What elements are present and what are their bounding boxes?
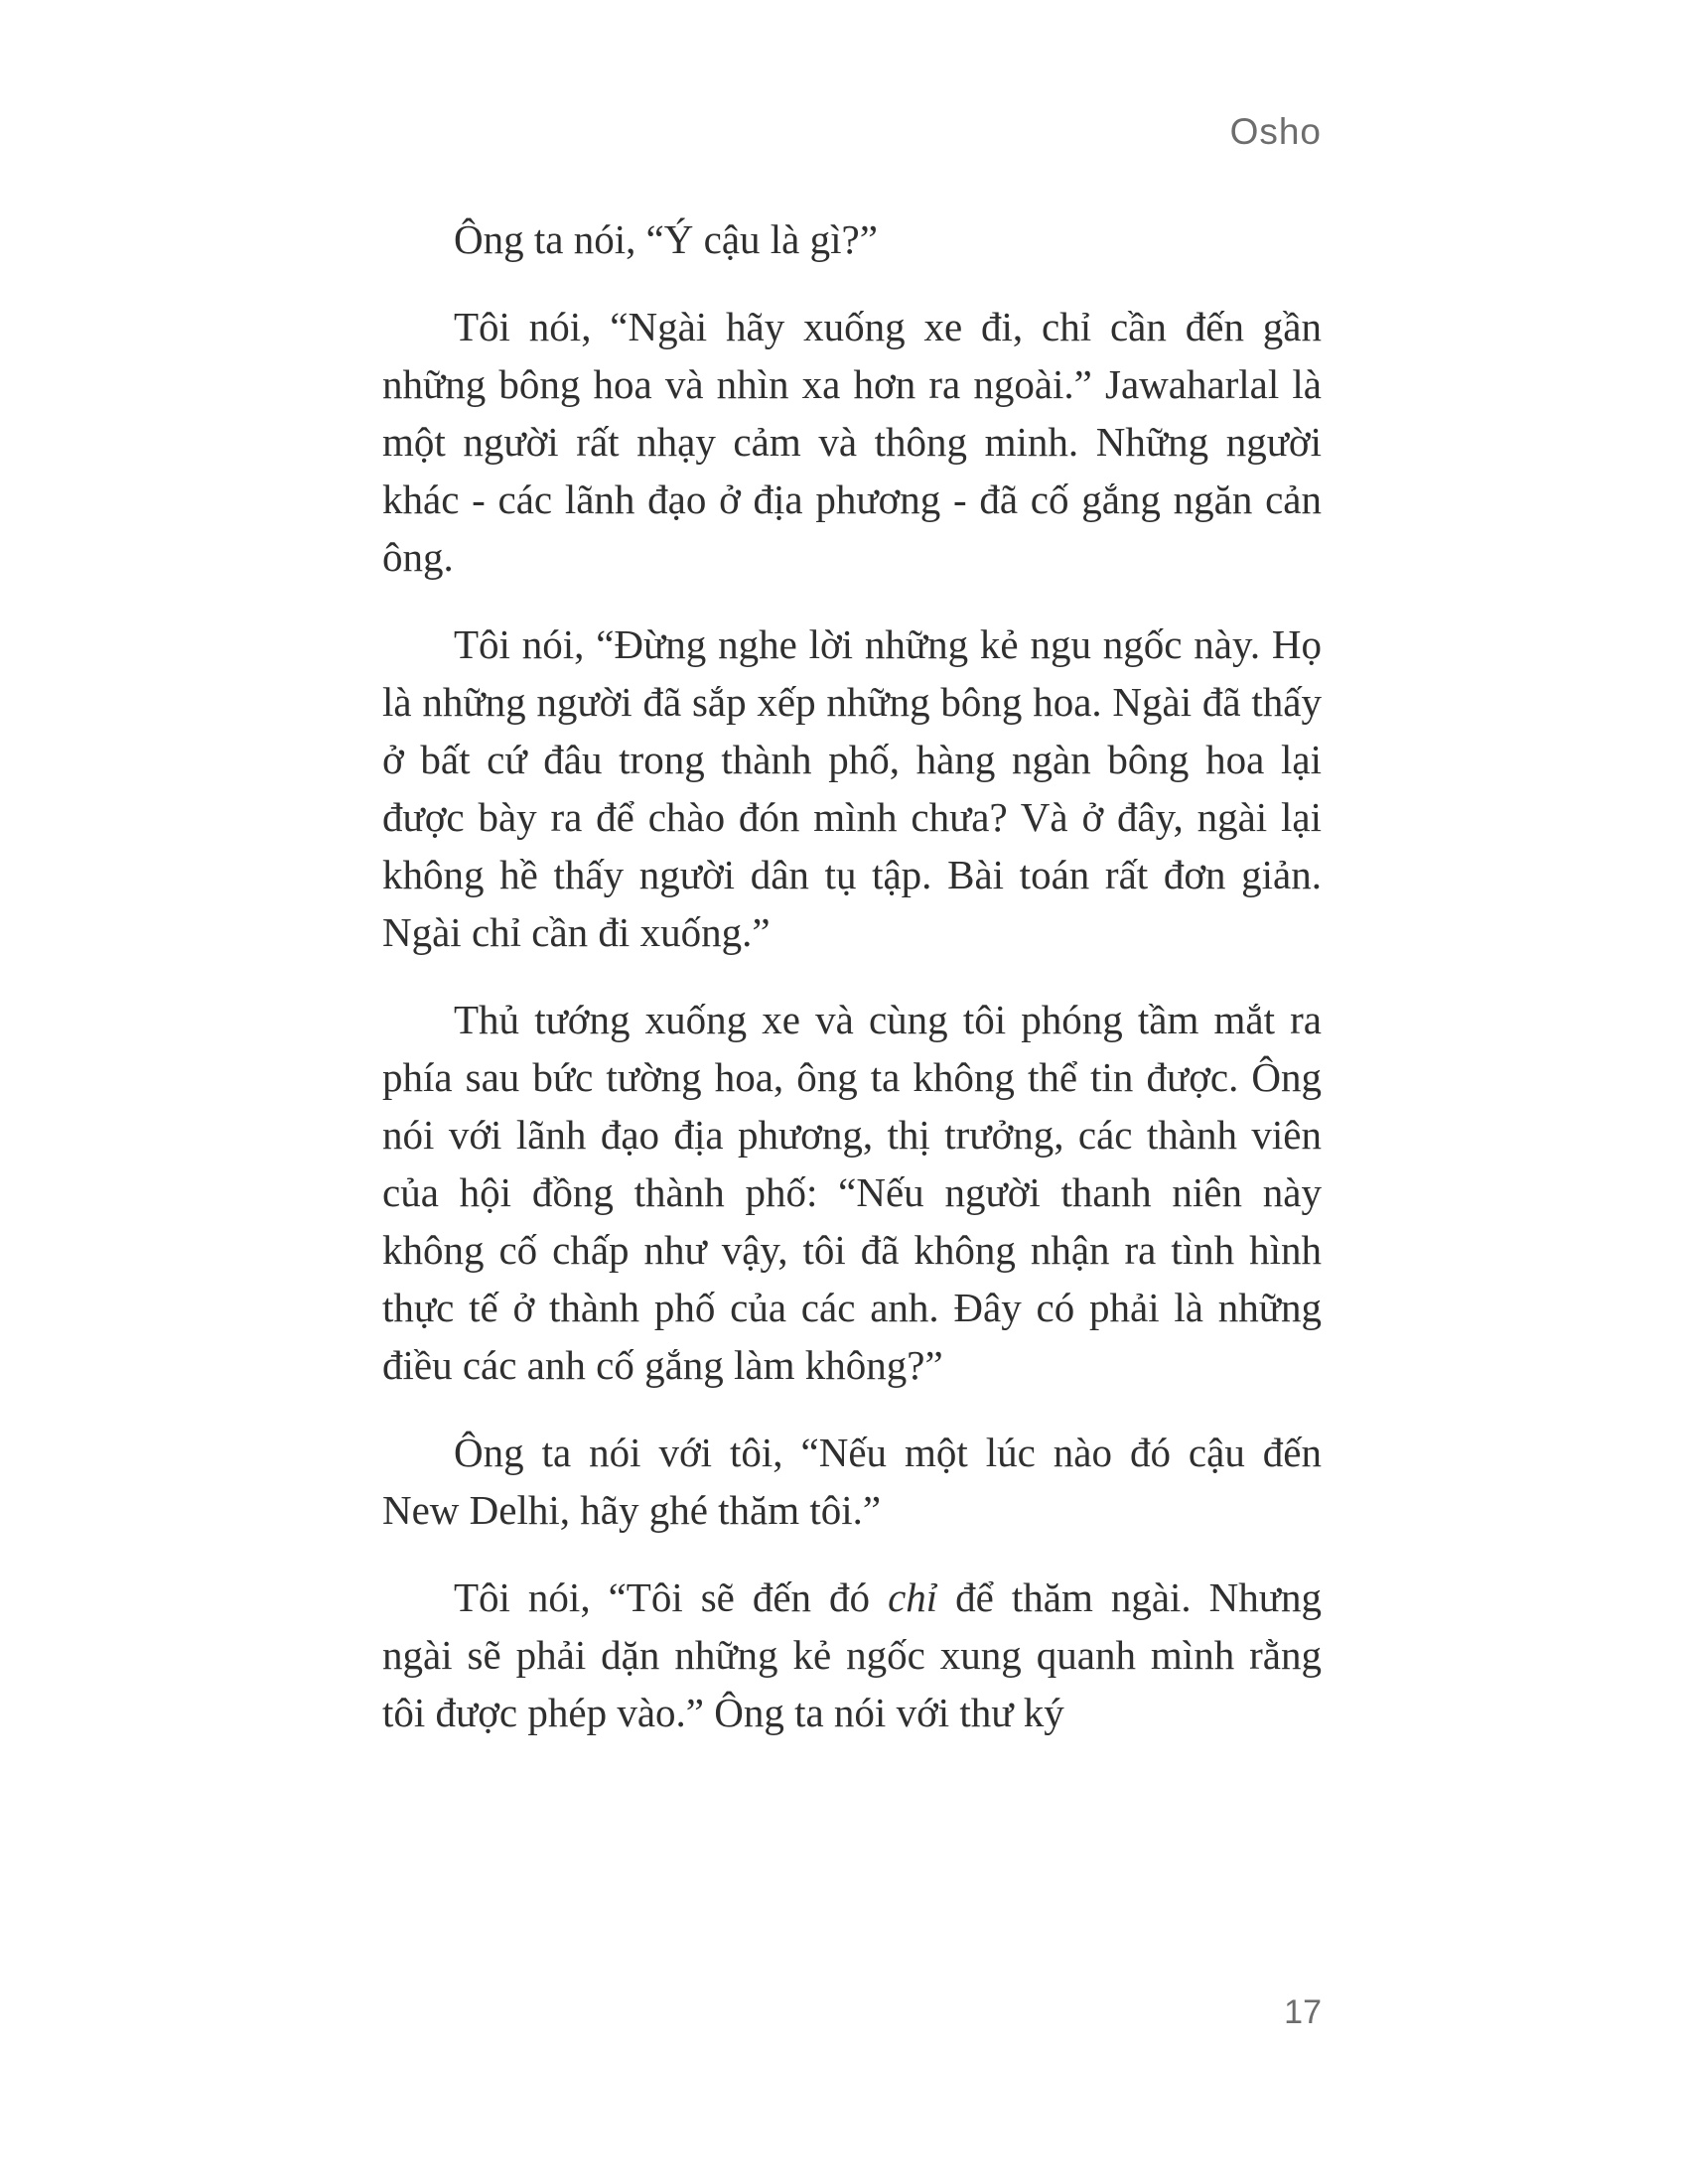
paragraph: [382, 1424, 1322, 1539]
paragraph-run: Tôi nói, “Tôi sẽ đến đó: [454, 1574, 889, 1620]
body-text: [382, 210, 1322, 1771]
paragraph-run: để thăm ngài. Nhưng ngài sẽ phải dặn những kẻ ngốc xung quanh mình rằng tôi được phép vào.” Ông ta nói với thư ký: [382, 1574, 1322, 1735]
paragraph: [382, 615, 1322, 961]
paragraph: [382, 210, 1322, 268]
running-header: [382, 111, 1322, 153]
paragraph: [382, 298, 1322, 586]
paragraph-run: Ông ta nói với tôi, “Nếu một lúc nào đó cậu đến New Delhi, hãy ghé thăm tôi.”: [382, 1430, 1322, 1533]
paragraph-run: Ông ta nói, “Ý cậu là gì?”: [454, 216, 878, 262]
page-number: 17: [1284, 1993, 1322, 2031]
paragraph-run: Tôi nói, “Đừng nghe lời những kẻ ngu ngốc này. Họ là những người đã sắp xếp những bông hoa. Ngài đã thấy ở bất cứ đâu trong thành phố, hàng ngàn bông hoa lại được bày ra để chào đón mình chưa? Và ở đây, ngài lại không hề thấy người dân tụ tập. Bài toán rất đơn giản. Ngài chỉ cần đi xuống.”: [382, 621, 1322, 955]
paragraph-run: Thủ tướng xuống xe và cùng tôi phóng tầm mắt ra phía sau bức tường hoa, ông ta không thể tin được. Ông nói với lãnh đạo địa phương, thị trưởng, các thành viên của hội đồng thành phố: “Nếu người thanh niên này không cố chấp như vậy, tôi đã không nhận ra tình hình thực tế ở thành phố của các anh. Đây có phải là những điều các anh cố gắng làm không?”: [382, 997, 1322, 1388]
running-header-text: Osho: [1229, 111, 1322, 152]
paragraph-run-italic: chỉ: [888, 1574, 938, 1620]
paragraph: [382, 991, 1322, 1394]
paragraph: [382, 1569, 1322, 1741]
paragraph-run: Tôi nói, “Ngài hãy xuống xe đi, chỉ cần đến gần những bông hoa và nhìn xa hơn ra ngoài.” Jawaharlal là một người rất nhạy cảm và thông minh. Những người khác - các lãnh đạo ở địa phương - đã cố gắng ngăn cản ông.: [382, 304, 1322, 580]
